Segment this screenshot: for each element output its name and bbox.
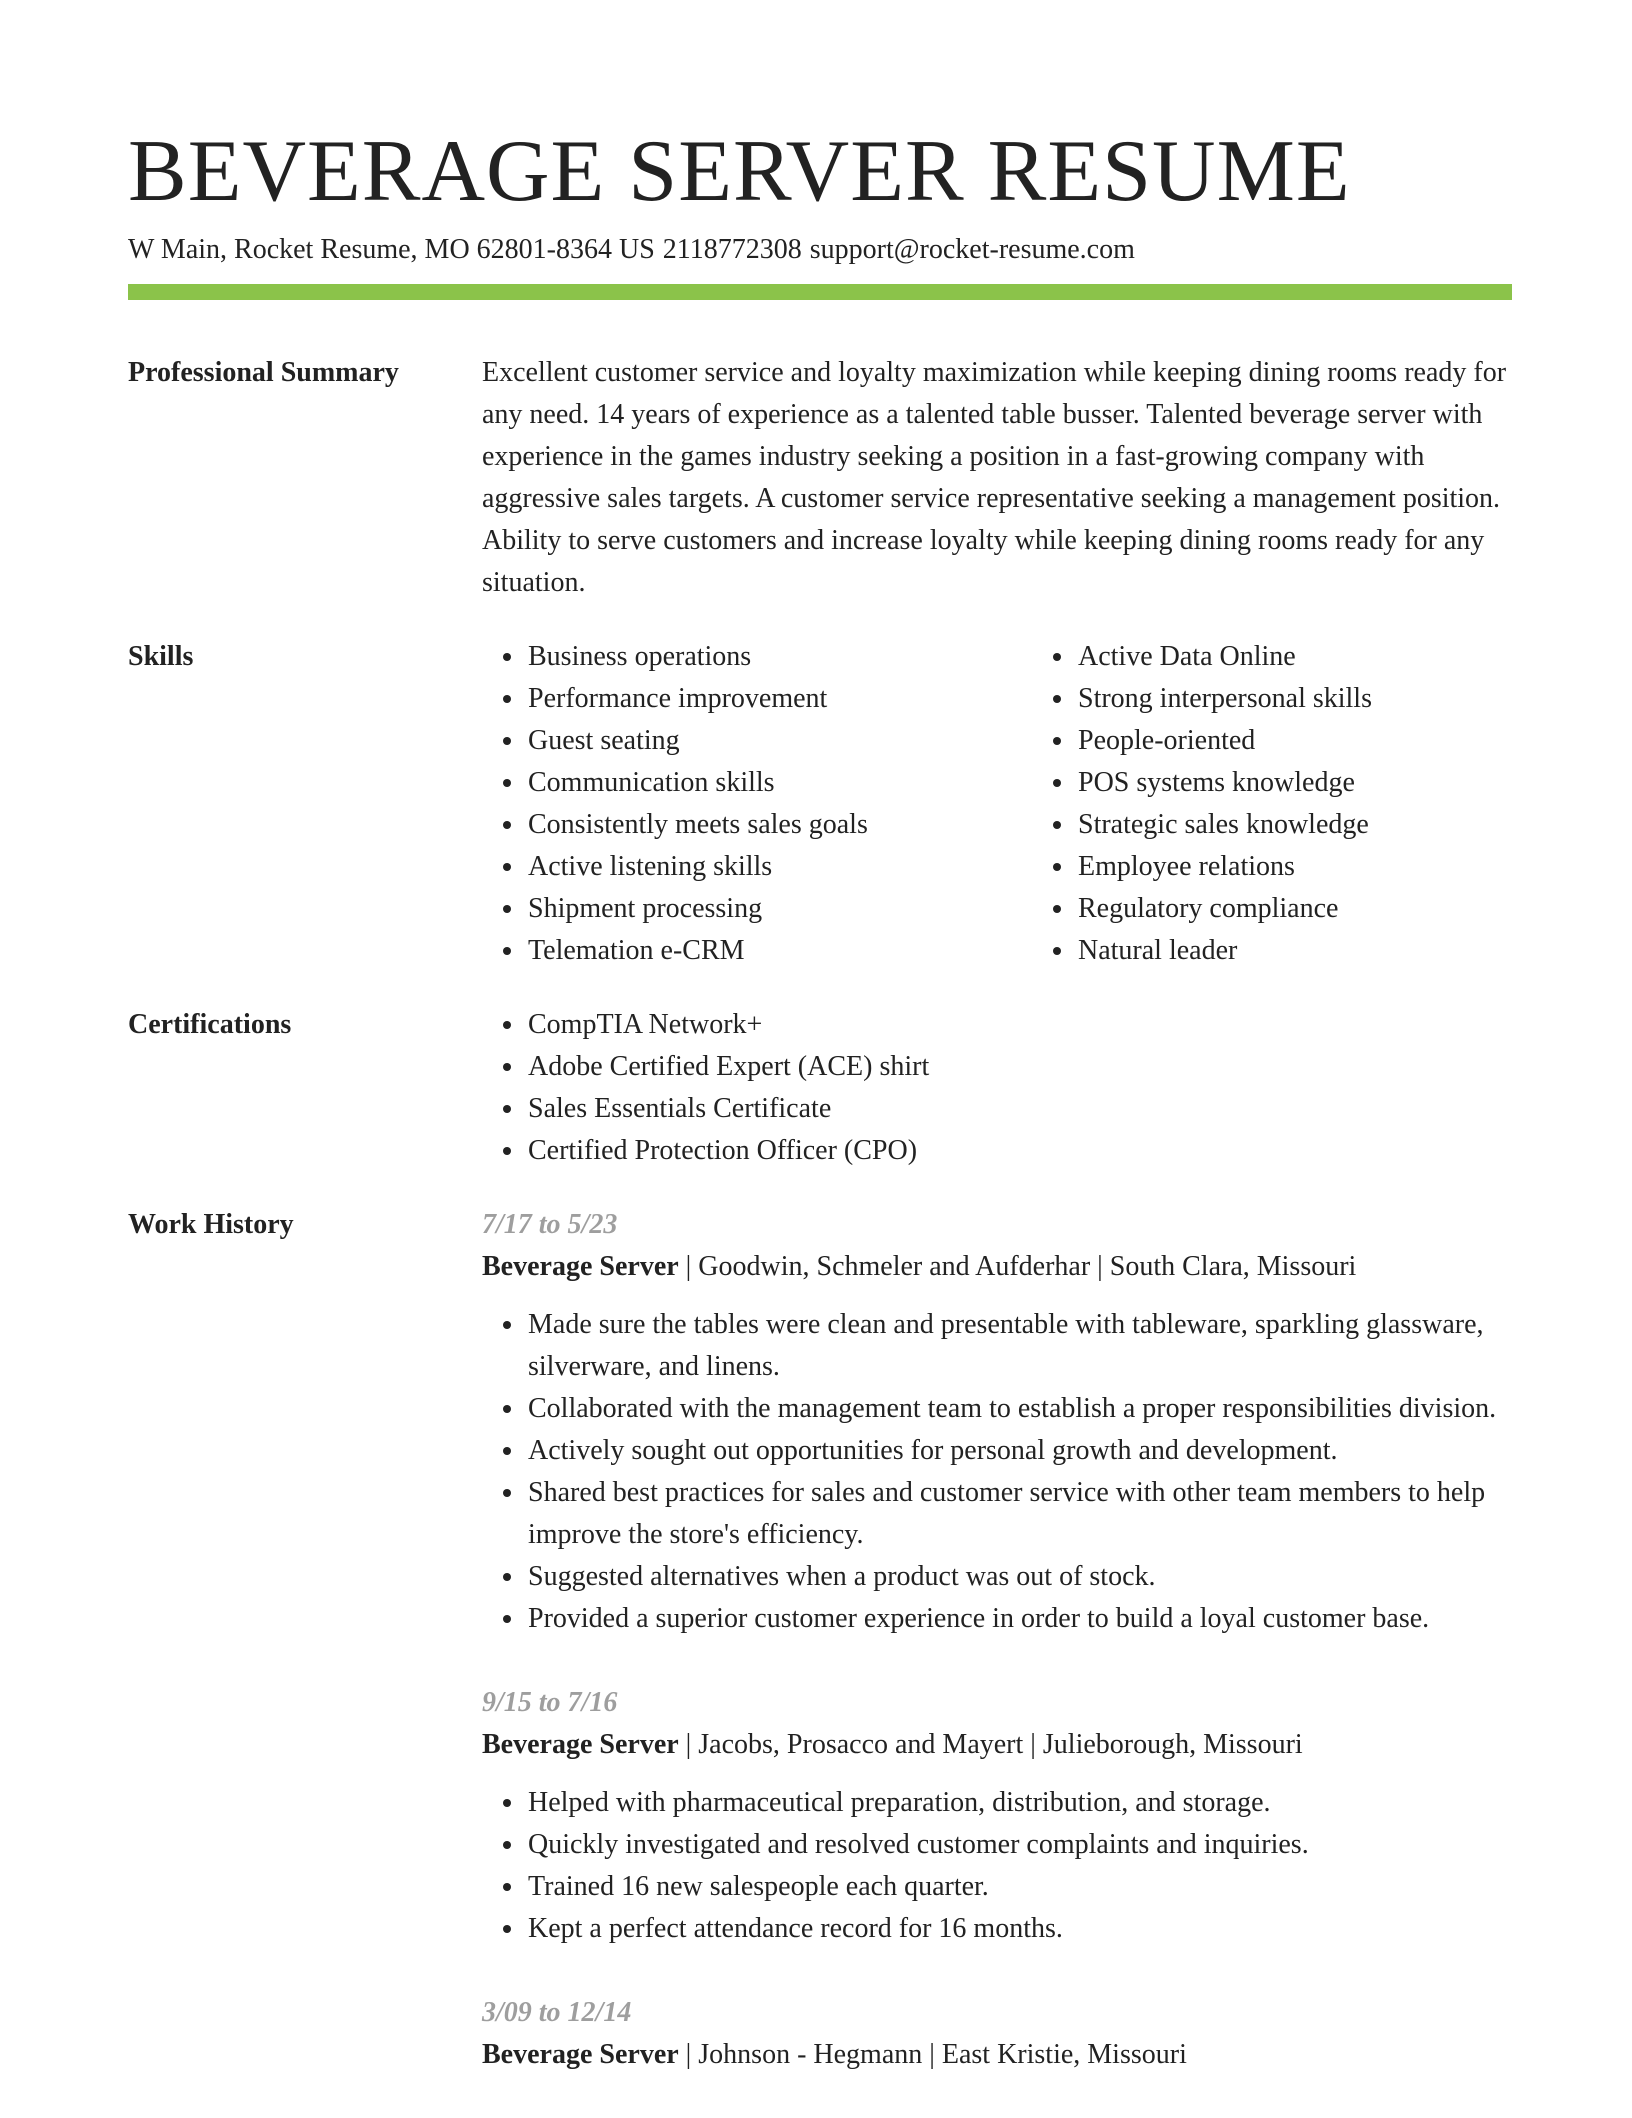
list-item: • Performance improvement	[526, 678, 1032, 720]
list-item: • Suggested alternatives when a product was out of stock.	[526, 1556, 1512, 1598]
list-item: • Business operations	[526, 636, 1032, 678]
list-item: • Kept a perfect attendance record for 16 months.	[526, 1908, 1512, 1950]
email-text: support@rocket-resume.com	[809, 234, 1135, 265]
job-dates: 9/15 to 7/16	[482, 1687, 618, 1718]
job-entry	[482, 1682, 1512, 1950]
skills-grid	[482, 636, 1582, 972]
list-item: • Actively sought out opportunities for personal growth and development.	[526, 1430, 1512, 1472]
list-item: • Provided a superior customer experience in order to build a loyal customer base.	[526, 1598, 1512, 1640]
summary-text: Excellent customer service and loyalty maximization while keeping dining rooms ready for any need. 14 years of experience as a talented table busser. Talented beverage server with experience in the games industry seeking a position in a fast-growing company with aggressive sales targets. A customer service representative seeking a management position. Ability to serve customers and increase loyalty while keeping dining rooms ready for any situation.	[482, 357, 1507, 598]
work-history-body	[482, 1204, 1512, 2118]
job-title-line	[482, 1724, 1512, 1766]
list-item: • CompTIA Network+	[526, 1004, 1512, 1046]
job-dates: 7/17 to 5/23	[482, 1209, 618, 1240]
job-entry	[482, 1204, 1512, 1640]
job-bullets	[482, 1782, 1512, 1950]
section-label-skills: Skills	[128, 641, 194, 672]
list-item: • Quickly investigated and resolved customer complaints and inquiries.	[526, 1824, 1512, 1866]
list-item: • Shipment processing	[526, 888, 1032, 930]
phone-text: 2118772308	[662, 234, 802, 265]
list-item: • Strategic sales knowledge	[1076, 804, 1582, 846]
list-item: • Trained 16 new salespeople each quarter.	[526, 1866, 1512, 1908]
job-title: Beverage Server	[482, 1729, 679, 1760]
list-item: • POS systems knowledge	[1076, 762, 1582, 804]
job-employer: | Goodwin, Schmeler and Aufderhar | South Clara, Missouri	[678, 1251, 1357, 1282]
list-item: • Made sure the tables were clean and presentable with tableware, sparkling glassware, silverware, and linens.	[526, 1304, 1512, 1388]
job-employer: | Johnson - Hegmann | East Kristie, Missouri	[678, 2039, 1187, 2070]
list-item: • Telemation e-CRM	[526, 930, 1032, 972]
list-item: • Strong interpersonal skills	[1076, 678, 1582, 720]
job-entry	[482, 1992, 1512, 2076]
list-item: • Communication skills	[526, 762, 1032, 804]
summary-section	[128, 352, 1512, 604]
job-employer: | Jacobs, Prosacco and Mayert | Julieborough, Missouri	[678, 1729, 1303, 1760]
work-history-section	[128, 1204, 1512, 2118]
page-title: BEVERAGE SERVER RESUME	[128, 123, 1351, 220]
contact-line	[128, 232, 1512, 268]
certifications-section	[128, 1004, 1512, 1172]
list-item: • Helped with pharmaceutical preparation, distribution, and storage.	[526, 1782, 1512, 1824]
skills-list-right	[1032, 636, 1582, 972]
address-text: W Main, Rocket Resume, MO 62801-8364 US	[128, 234, 655, 265]
list-item: • Natural leader	[1076, 930, 1582, 972]
job-bullets	[482, 1304, 1512, 1640]
list-item: • People-oriented	[1076, 720, 1582, 762]
resume-page	[128, 0, 1512, 2118]
skills-section	[128, 636, 1512, 972]
list-item: • Employee relations	[1076, 846, 1582, 888]
list-item: • Active Data Online	[1076, 636, 1582, 678]
section-label-summary: Professional Summary	[128, 357, 399, 388]
job-title-line	[482, 2034, 1512, 2076]
list-item: • Consistently meets sales goals	[526, 804, 1032, 846]
job-title: Beverage Server	[482, 1251, 679, 1282]
job-title: Beverage Server	[482, 2039, 679, 2070]
list-item: • Regulatory compliance	[1076, 888, 1582, 930]
list-item: • Shared best practices for sales and customer service with other team members to help improve the store's efficiency.	[526, 1472, 1512, 1556]
job-dates: 3/09 to 12/14	[482, 1997, 632, 2028]
certifications-list	[482, 1004, 1512, 1172]
list-item: • Certified Protection Officer (CPO)	[526, 1130, 1512, 1172]
skills-list-left	[482, 636, 1032, 972]
list-item: • Guest seating	[526, 720, 1032, 762]
list-item: • Collaborated with the management team to establish a proper responsibilities division.	[526, 1388, 1512, 1430]
certifications-body	[482, 1004, 1512, 1172]
list-item: • Adobe Certified Expert (ACE) shirt	[526, 1046, 1512, 1088]
list-item: • Sales Essentials Certificate	[526, 1088, 1512, 1130]
list-item: • Active listening skills	[526, 846, 1032, 888]
section-label-work: Work History	[128, 1209, 294, 1240]
header-divider	[128, 284, 1512, 300]
job-title-line	[482, 1246, 1512, 1288]
section-label-certifications: Certifications	[128, 1009, 292, 1040]
